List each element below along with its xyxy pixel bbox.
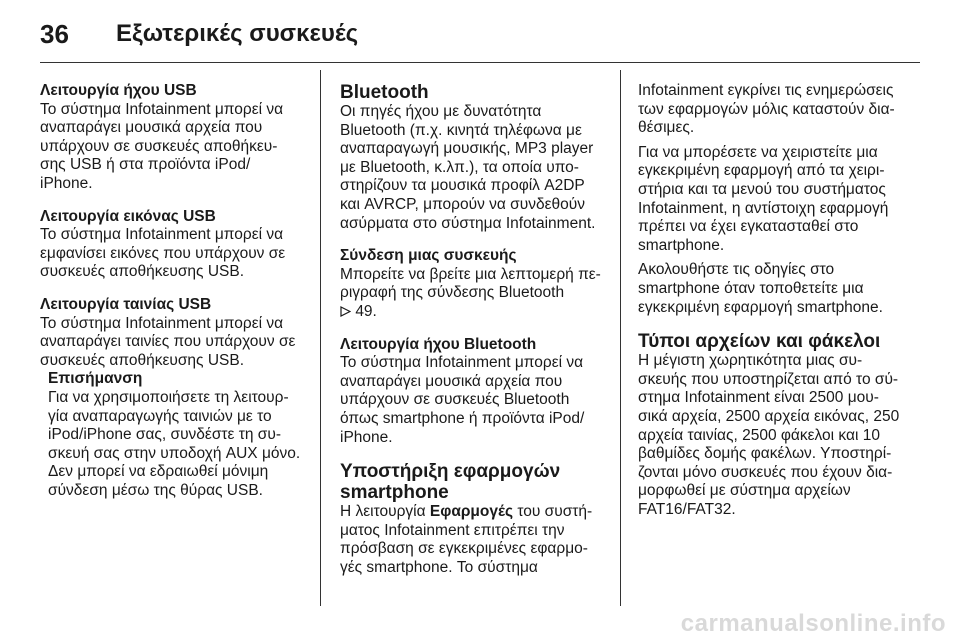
- text-line: σκευή σας στην υποδοχή AUX μόνο.: [48, 444, 301, 462]
- paragraph: [638, 82, 908, 138]
- page-reference[interactable]: [340, 303, 608, 322]
- paragraph: [638, 261, 908, 317]
- section-heading: Υποστήριξη εφαρμογών: [340, 461, 561, 483]
- watermark: carmanualsonline.info: [680, 610, 946, 637]
- text-line: Το σύστημα Infotainment μπορεί να: [40, 314, 284, 332]
- text-line: αναπαραγωγή μουσικής, MP3 player: [340, 140, 594, 158]
- section-body: [340, 354, 608, 447]
- text-line: σικά αρχεία, 2500 αρχεία εικόνας, 250: [638, 407, 900, 425]
- text-line: θέσιμες.: [638, 119, 695, 137]
- section-body: [340, 522, 608, 578]
- section-body: [40, 315, 308, 371]
- text-line: μορφωθεί με σύστημα αρχείων: [638, 482, 851, 500]
- section-heading-cont: smartphone: [340, 482, 449, 504]
- text-line: βαθμίδες δομής φακέλων. Υποστηρί-: [638, 445, 892, 463]
- text-line: Το σύστημα Infotainment μπορεί να: [40, 226, 284, 244]
- apps-term: Εφαρμογές: [429, 503, 514, 521]
- column-1: [40, 82, 308, 500]
- text-line: σύνδεση μέσω της θύρας USB.: [48, 481, 263, 499]
- page-number: 36: [40, 18, 69, 49]
- section-heading: Λειτουργία εικόνας USB: [40, 207, 216, 225]
- text-line: ματος Infotainment επιτρέπει την: [340, 521, 565, 539]
- text-run: Η λειτουργία: [340, 503, 430, 521]
- text-line: στημα Infotainment είναι 2500 μου-: [638, 389, 879, 407]
- section-body: [40, 226, 308, 282]
- section-heading: Τύποι αρχείων και φάκελοι: [638, 331, 881, 353]
- section-body: [40, 101, 308, 194]
- text-line: ασύρματα στο σύστημα Infotainment.: [340, 214, 596, 232]
- text-line: σης USB ή στα προϊόντα iPod/: [40, 156, 251, 174]
- text-line: smartphone όταν τοποθετείτε μια: [638, 279, 864, 297]
- section-heading: Σύνδεση μιας συσκευής: [340, 247, 517, 265]
- page-reference-icon: [340, 306, 351, 317]
- text-line: Μπορείτε να βρείτε μια λεπτομερή πε-: [340, 265, 601, 283]
- text-line: στηρίζουν τα μουσικά προφίλ A2DP: [340, 177, 585, 195]
- column-divider: [620, 70, 621, 606]
- note-body: [48, 389, 308, 501]
- text-line: σκευής που υποστηρίζεται από το σύ-: [638, 370, 899, 388]
- text-line: υπάρχουν σε συσκευές Bluetooth: [340, 391, 570, 409]
- text-line: ριγραφή της σύνδεσης Bluetooth: [340, 284, 565, 302]
- text-line: iPod/iPhone σας, συνδέστε τη συ-: [48, 426, 281, 444]
- text-run: του συστή-: [513, 503, 593, 521]
- page-header: [40, 14, 358, 54]
- text-line: Η μέγιστη χωρητικότητα μιας συ-: [638, 352, 863, 370]
- text-line: εμφανίσει εικόνες που υπάρχουν σε: [40, 244, 286, 262]
- page-reference-number: 49.: [355, 302, 377, 320]
- text-line: υπάρχουν σε συσκευές αποθήκευ-: [40, 137, 278, 155]
- apps-first-line: [340, 503, 608, 522]
- section-heading: Λειτουργία ταινίας USB: [40, 295, 212, 313]
- section-heading: Bluetooth: [340, 82, 429, 103]
- text-line: αναπαράγει ταινίες που υπάρχουν σε: [40, 333, 296, 351]
- text-line: Infotainment, η αντίστοιχη εφαρμογή: [638, 199, 889, 217]
- text-line: με Bluetooth, κ.λπ.), τα οποία υπο-: [340, 158, 579, 176]
- text-line: αρχεία ταινίας, 2500 φάκελοι και 10: [638, 426, 880, 444]
- note-heading: Επισήμανση: [48, 370, 143, 388]
- text-line: Για να χρησιμοποιήσετε τη λειτουρ-: [48, 388, 289, 406]
- text-line: Infotainment εγκρίνει τις ενημερώσεις: [638, 82, 894, 99]
- text-line: Οι πηγές ήχου με δυνατότητα: [340, 103, 542, 120]
- text-line: συσκευές αποθήκευσης USB.: [40, 351, 245, 369]
- note-box: [48, 370, 308, 500]
- text-line: Δεν μπορεί να εδραιωθεί μόνιμη: [48, 463, 269, 481]
- section-body: [340, 103, 608, 233]
- section-heading: Λειτουργία ήχου USB: [40, 82, 197, 99]
- section-body: [340, 266, 608, 303]
- text-line: γές smartphone. Το σύστημα: [340, 558, 538, 576]
- text-line: εγκεκριμένη εφαρμογή smartphone.: [638, 298, 883, 316]
- column-2: [340, 82, 608, 577]
- section-heading: Λειτουργία ήχου Bluetooth: [340, 335, 537, 353]
- text-line: πρέπει να έχει εγκατασταθεί στο: [638, 218, 859, 236]
- text-line: Το σύστημα Infotainment μπορεί να: [340, 354, 584, 372]
- text-line: γία αναπαραγωγής ταινιών με το: [48, 407, 272, 425]
- text-line: αναπαράγει μουσικά αρχεία που: [40, 119, 263, 137]
- text-line: iPhone.: [340, 428, 393, 446]
- section-body: [638, 352, 908, 519]
- text-line: συσκευές αποθήκευσης USB.: [40, 263, 245, 281]
- text-line: FAT16/FAT32.: [638, 500, 736, 518]
- text-line: πρόσβαση σε εγκεκριμένες εφαρμο-: [340, 540, 588, 558]
- text-line: iPhone.: [40, 174, 93, 192]
- header-divider: [40, 62, 920, 63]
- page-title: Εξωτερικές συσκευές: [116, 20, 359, 47]
- text-line: όπως smartphone ή προϊόντα iPod/: [340, 409, 585, 427]
- text-line: Για να μπορέσετε να χειριστείτε μια: [638, 143, 878, 161]
- text-line: Το σύστημα Infotainment μπορεί να: [40, 100, 284, 118]
- text-line: των εφαρμογών μόλις καταστούν δια-: [638, 100, 895, 118]
- paragraph: [638, 144, 908, 256]
- text-line: ζονται μόνο συσκευές που έχουν δια-: [638, 463, 893, 481]
- text-line: Ακολουθήστε τις οδηγίες στο: [638, 261, 835, 279]
- text-line: αναπαράγει μουσικά αρχεία που: [340, 372, 563, 390]
- text-line: στήρια και τα μενού του συστήματος: [638, 180, 886, 198]
- text-line: smartphone.: [638, 236, 725, 254]
- text-line: εγκεκριμένη εφαρμογή από τα χειρι-: [638, 162, 885, 180]
- column-divider: [320, 70, 321, 606]
- column-3: [638, 82, 908, 519]
- text-line: Bluetooth (π.χ. κινητά τηλέφωνα με: [340, 121, 582, 139]
- text-line: και AVRCP, μπορούν να συνδεθούν: [340, 195, 585, 213]
